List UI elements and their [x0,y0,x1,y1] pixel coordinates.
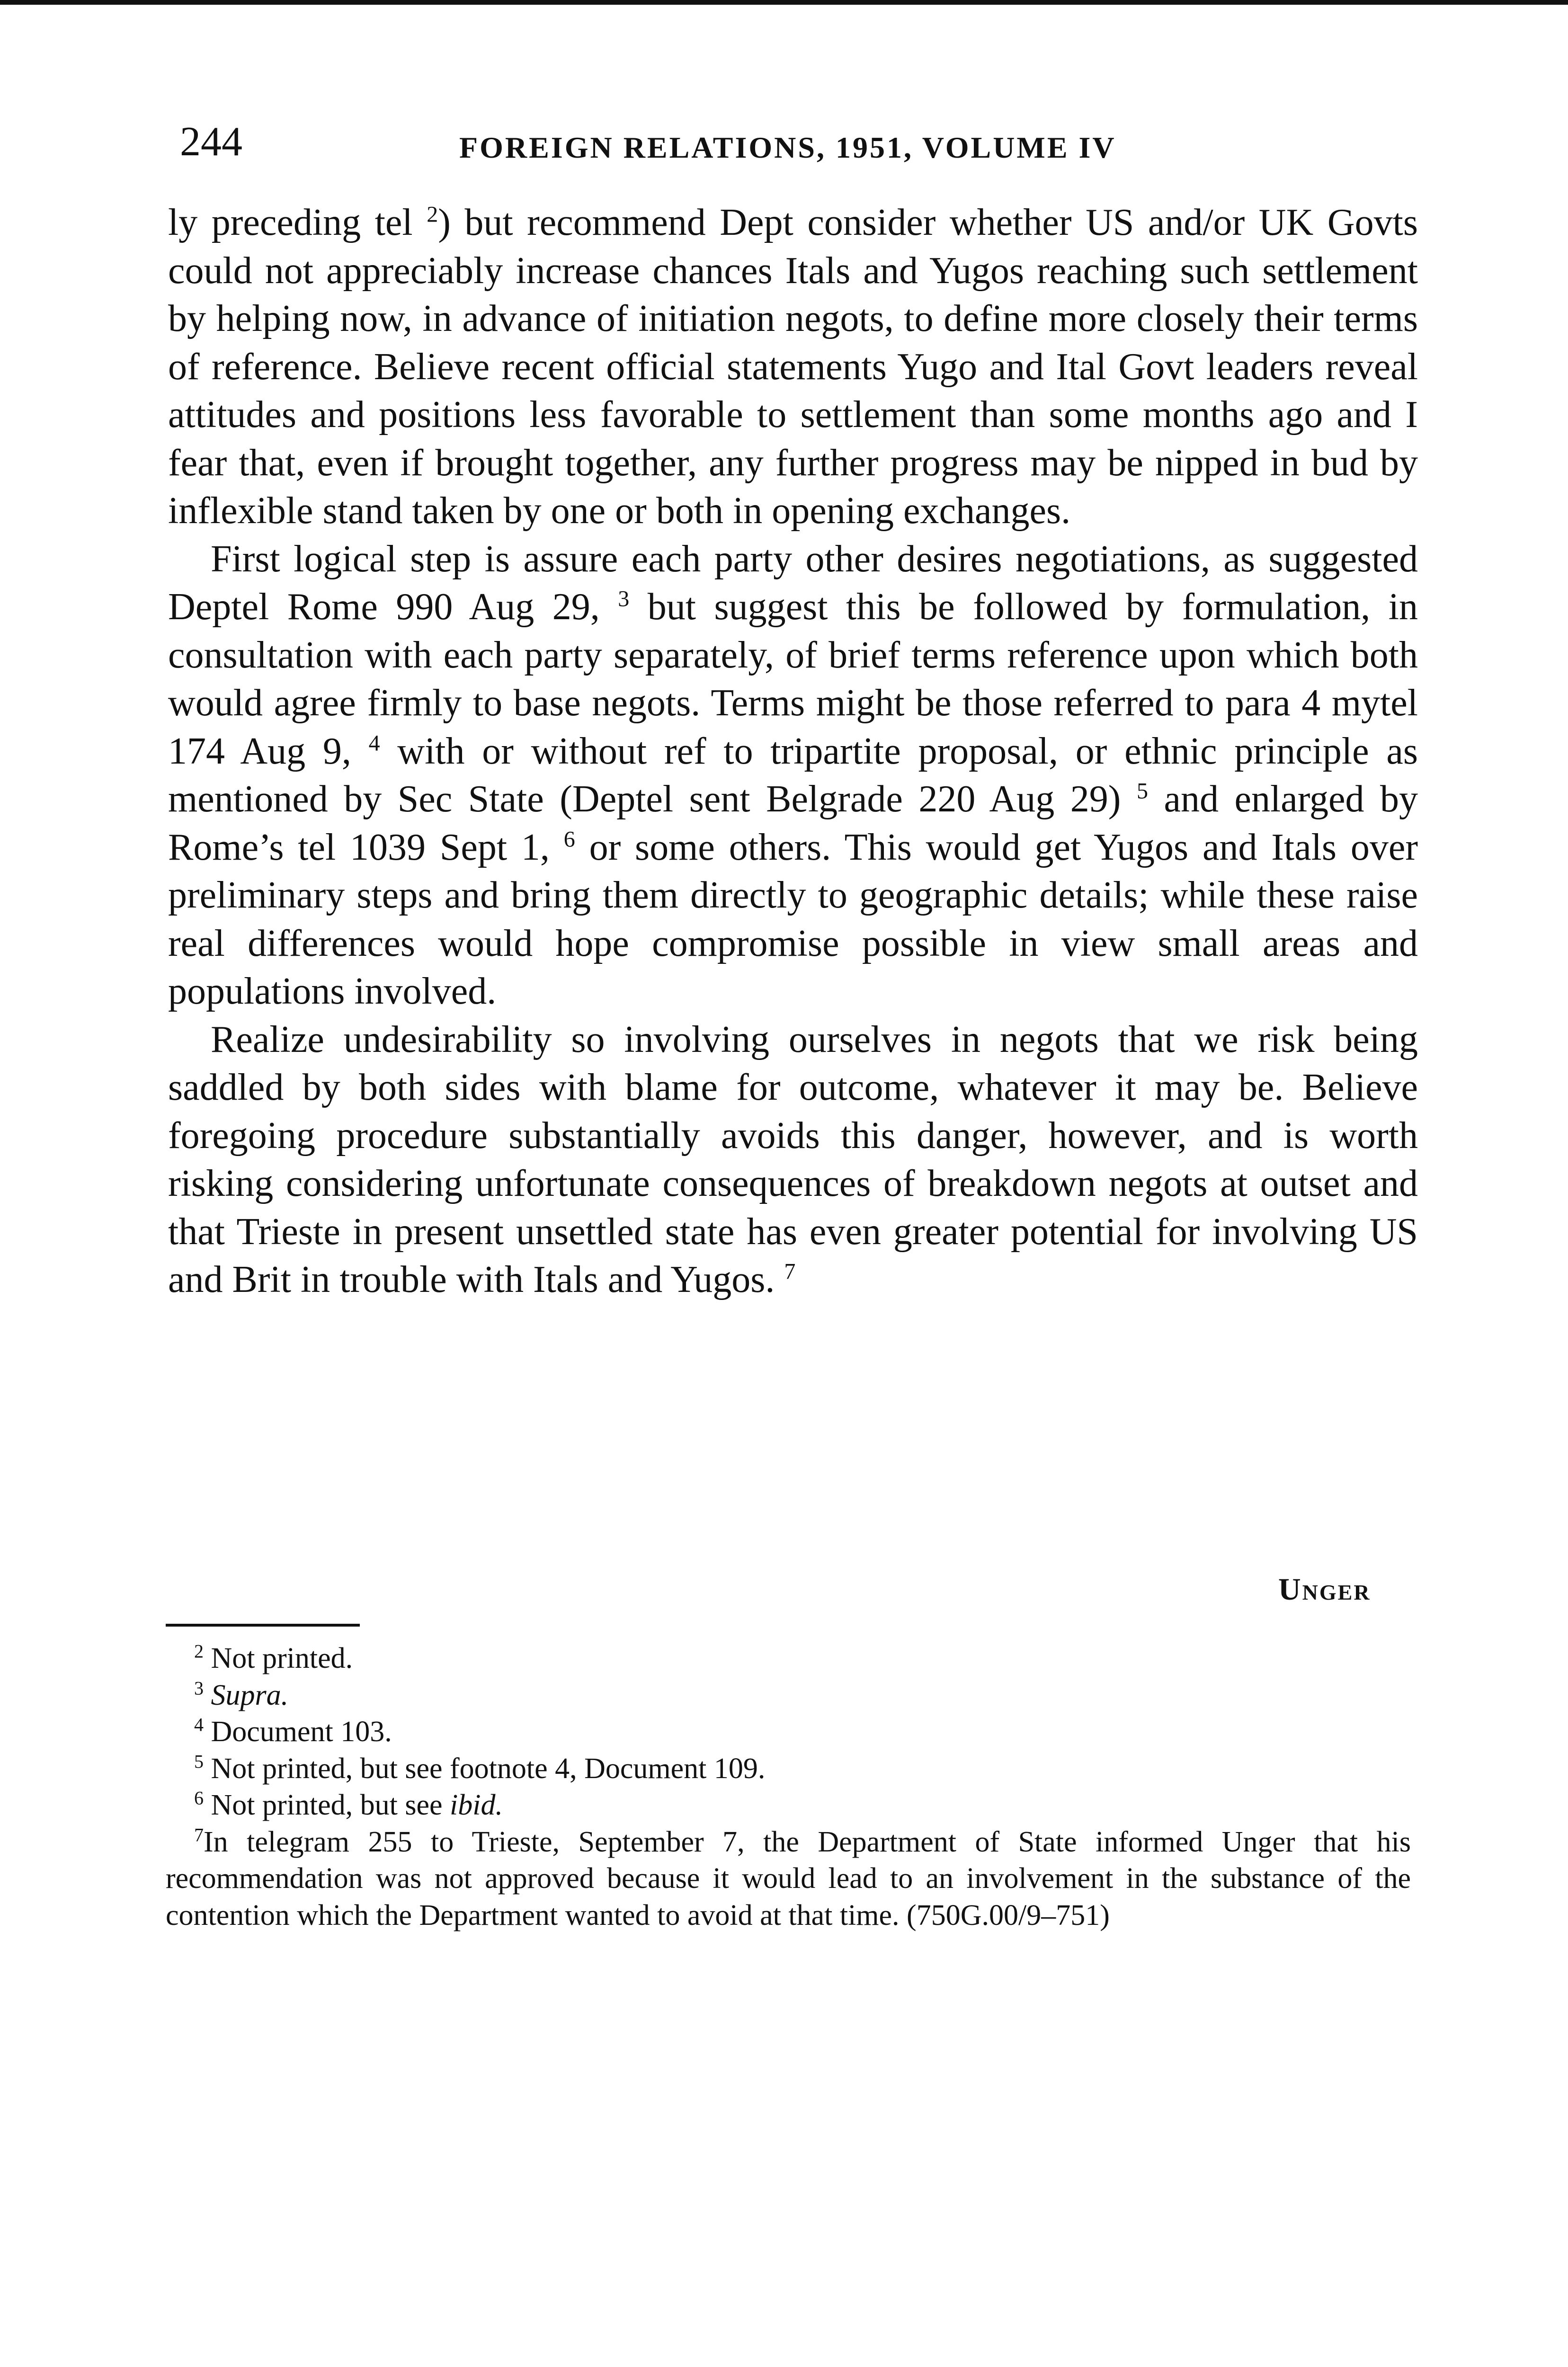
footnote-4 [166,1714,1411,1751]
running-title: FOREIGN RELATIONS, 1951, VOLUME IV [459,131,1116,164]
paragraph-text: or some others. This would get Yugos and Itals over preliminary steps and bring them directly to geographic details; while these raise real differences would hope compromise possible in view small areas and populations involved. [168,826,1418,1012]
footnote-ref-3: 3 [618,586,630,612]
footnote-ref-2: 2 [427,202,438,227]
page-header [180,109,1420,175]
footnote-7 [166,1824,1411,1934]
footnote-mark: 5 [194,1750,204,1772]
footnote-text: Supra. [211,1679,289,1711]
footnote-ref-5: 5 [1136,778,1148,804]
footnote-ref-7: 7 [784,1259,796,1284]
footnote-text-italic: ibid. [450,1789,503,1821]
footnote-5 [166,1751,1411,1788]
top-border-rule [0,0,1568,5]
footnote-ref-4: 4 [368,730,380,756]
footnote-divider [166,1624,360,1627]
footnote-text: Not printed. [211,1642,353,1674]
paragraph-3 [168,1016,1418,1304]
footnote-text: Not printed, but see [211,1789,450,1821]
paragraph-text: with or without ref to tripartite proposal, or ethnic principle as mentioned by Sec State (Deptel sent Belgrade 220 Aug 29) [168,730,1418,820]
footnote-mark: 4 [194,1714,204,1735]
footnote-mark: 2 [194,1640,204,1662]
paragraph-text: ly preceding tel [168,202,427,243]
footnote-3 [166,1677,1411,1714]
footnote-mark: 3 [194,1677,204,1699]
footnote-text: Not printed, but see footnote 4, Document 109. [211,1752,766,1785]
footnote-6 [166,1787,1411,1824]
signature: Unger [1278,1572,1371,1607]
footnote-2 [166,1640,1411,1677]
paragraph-text: ) but recommend Dept consider whether US and/or UK Govts could not appreciably increase chances Itals and Yugos reaching such settlement by helping now, in advance of initiation negots, to define more closely their terms of reference. Believe recent official statements Yugo and Ital Govt leaders reveal attitudes and positions less favorable to settlement than some months ago and I fear that, even if brought together, any further progress may be nipped in bud by inflexible stand taken by one or both in opening exchanges. [168,202,1418,532]
footnote-text: In telegram 255 to Trieste, September 7, the Department of State informed Unger that his recommendation was not approved because it would lead to an involvement in the substance of the contention which the Department wanted to avoid at that time. (750G.00/9–751) [166,1825,1411,1931]
page-number: 244 [180,119,242,165]
footnotes [166,1640,1411,1934]
footnote-mark: 7 [194,1824,204,1845]
telegram-body [168,199,1418,1304]
footnote-mark: 6 [194,1787,204,1809]
footnote-text: Document 103. [211,1716,392,1748]
paragraph-text: and enlarged by Rome’s tel 1039 Sept 1, [168,778,1418,868]
paragraph-text: First logical step is assure each party other desires negotiations, as suggested Deptel Rome 990 Aug 29, [168,538,1418,628]
paragraph-text: Realize undesirability so involving ourselves in negots that we risk being saddled by both sides with blame for outcome, whatever it may be. Believe foregoing procedure substantially avoids this danger, however, and is worth risking considering unfortunate consequences of breakdown negots at outset and that Trieste in present unsettled state has even greater potential for involving US and Brit in trouble with Itals and Yugos. [168,1018,1418,1300]
paragraph-2 [168,535,1418,1016]
footnote-ref-6: 6 [563,826,575,852]
paragraph-1 [168,199,1418,535]
paragraph-text: but suggest this be followed by formulation, in consultation with each party separately, of brief terms reference upon which both would agree firmly to base negots. Terms might be those referred to para 4 mytel 174 Aug 9, [168,586,1418,772]
